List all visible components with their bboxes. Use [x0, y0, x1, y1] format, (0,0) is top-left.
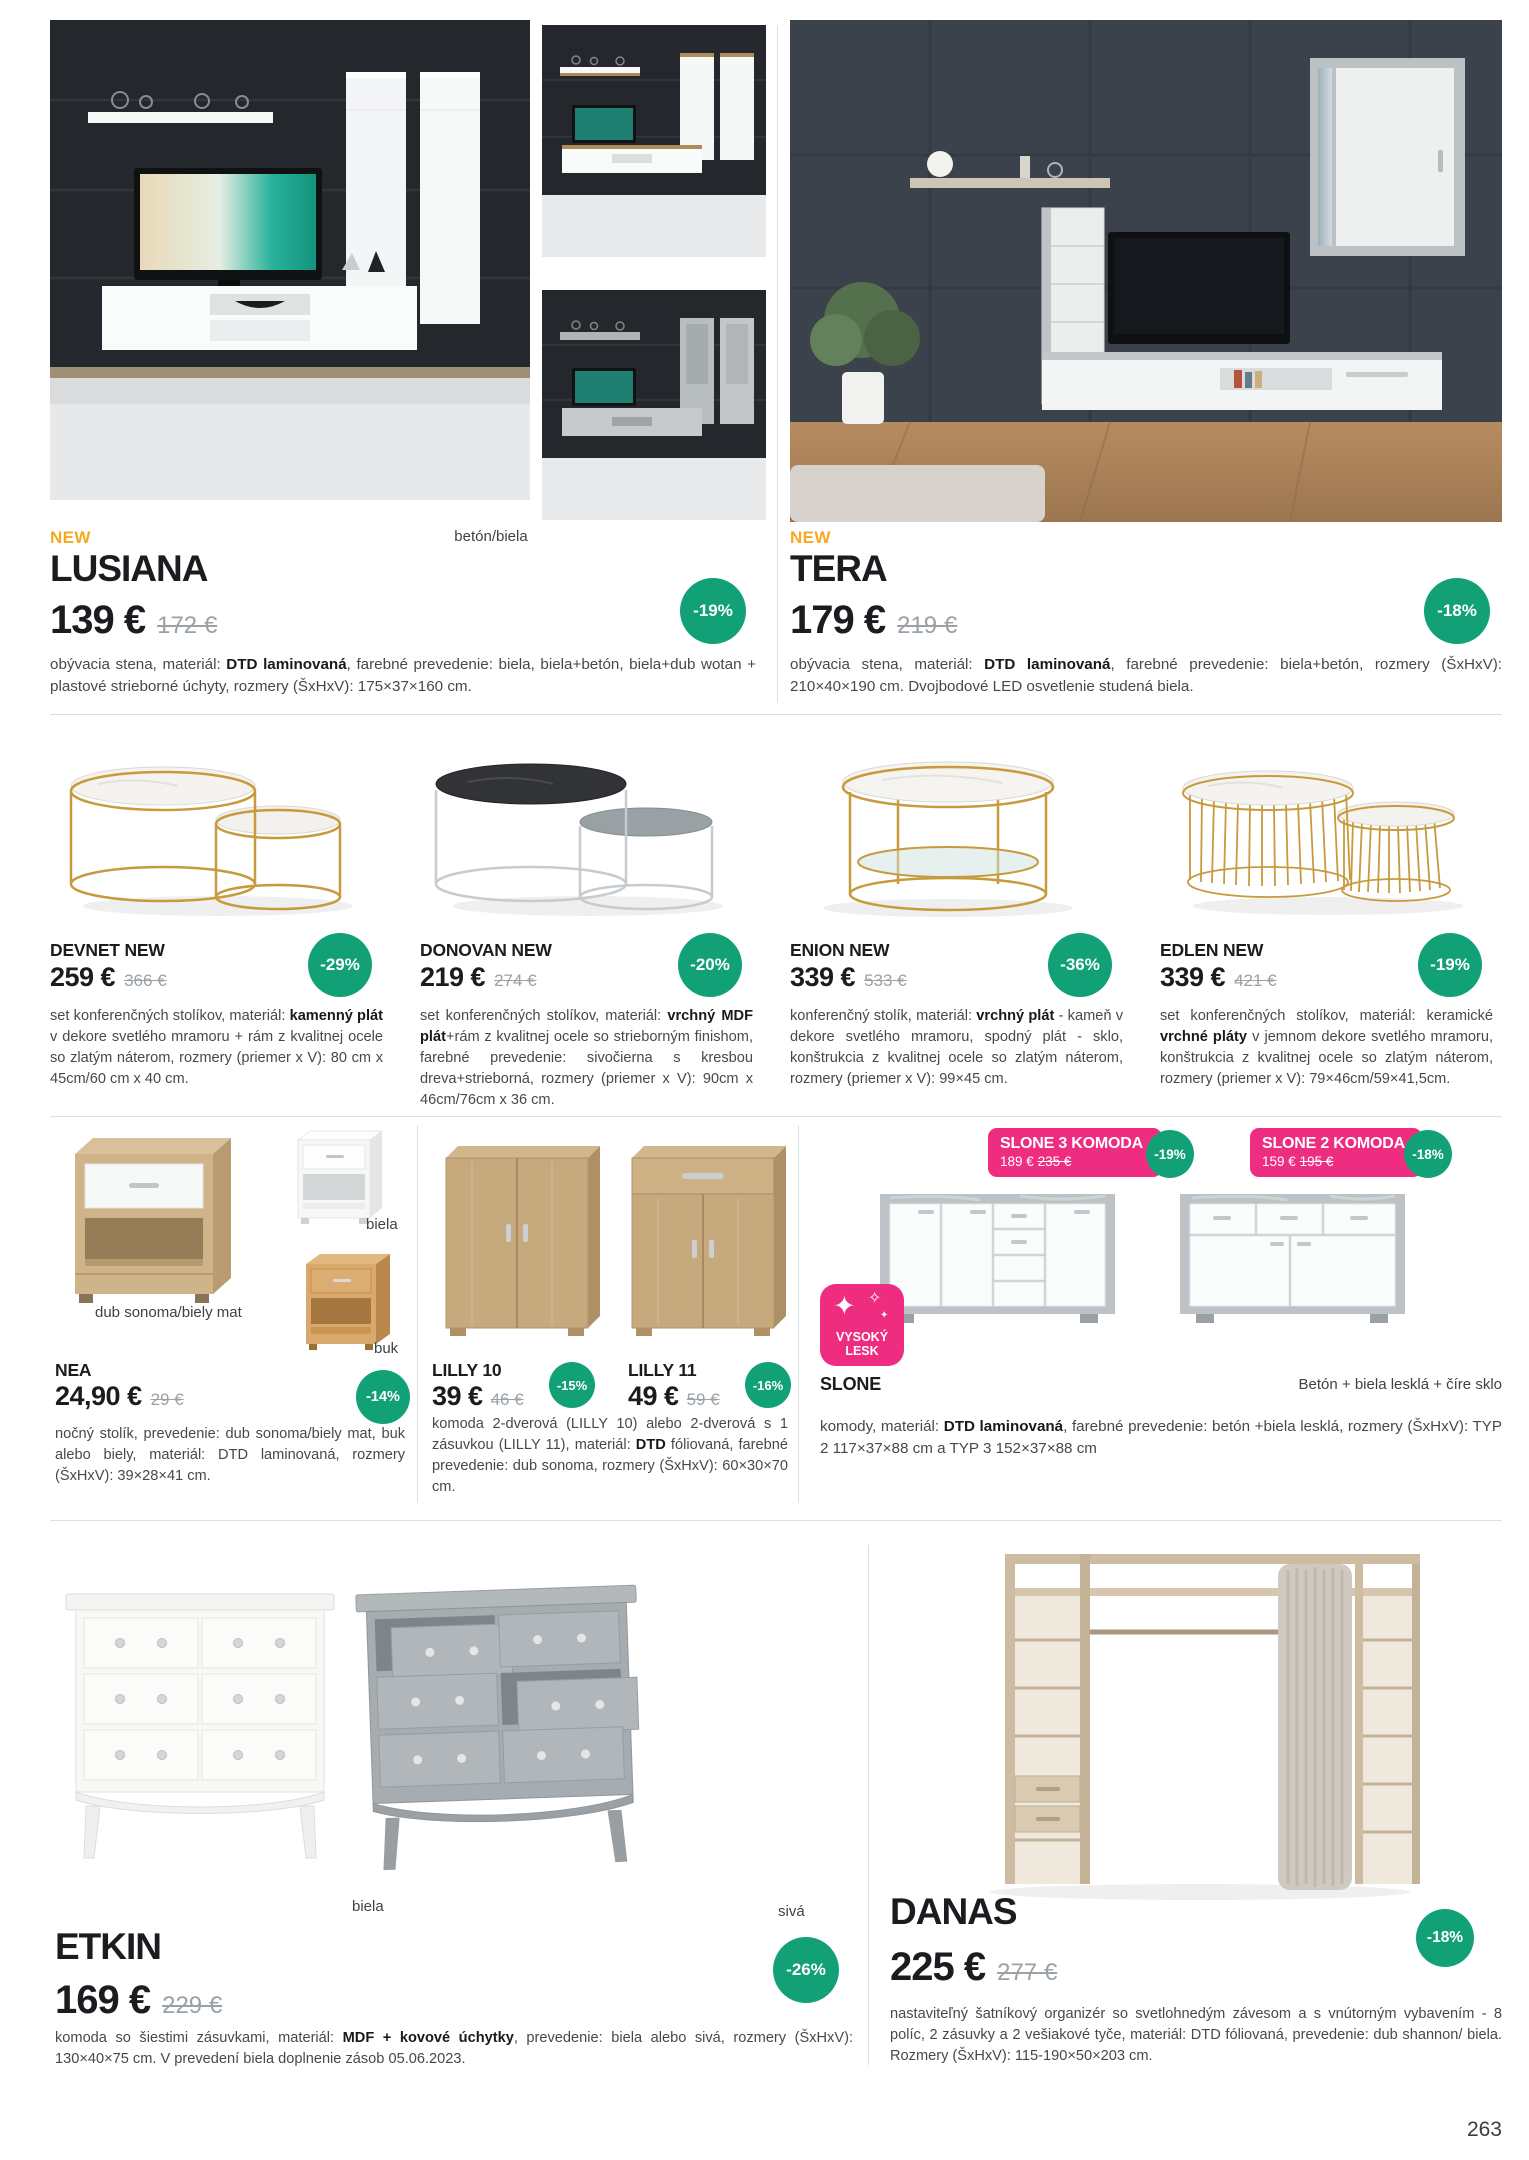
slone2-price: 159 € — [1262, 1154, 1296, 1169]
lusiana-old-price: 172 € — [157, 612, 218, 639]
edlen-old-price: 421 € — [1234, 971, 1277, 990]
description-text: obývacia stena, materiál: — [50, 656, 227, 673]
lilly10-price-row — [432, 1381, 524, 1412]
nea-price: 24,90 € — [55, 1381, 142, 1411]
etkin-discount-badge: -26% — [773, 1937, 839, 2003]
etkin-description — [55, 2028, 853, 2070]
nea-discount-badge: -14% — [356, 1370, 410, 1424]
nea-description: nočný stolík, prevedenie: dub sonoma/biely mat, buk alebo biely, materiál: DTD laminovaná, rozmery (ŠxHxV): 39×28×41 cm. — [55, 1426, 405, 1484]
tera-description — [790, 654, 1502, 698]
devnet-price-row — [50, 962, 167, 993]
horizontal-divider — [50, 1116, 1502, 1117]
description-text: set konferenčných stolíkov, materiál: — [420, 1008, 668, 1024]
slone3-old-price: 235 € — [1037, 1154, 1072, 1169]
description-text: +rám z kvalitnej ocele so strieborným finishom, farebné prevedenie: sivočierna s kresbou dreva+strieborná, rozmery (priemer x V): 90cm x 46cm/76cm x 36 cm. — [420, 1029, 753, 1108]
danas-description: nastaviteľný šatníkový organizér so svetlohnedým závesom a s vnútorným vybavením - 8 políc, 2 zásuvky a 2 vešiakové tyče, materiál: DTD fóliovaná, prevedenie: dub shannon/ biela. Rozmery (ŠxHxV): 115-190×50×203 cm. — [890, 2006, 1502, 2064]
edlen-description — [1160, 1006, 1493, 1090]
description-text: komody, materiál: — [820, 1418, 944, 1435]
slone2-old-price: 195 € — [1299, 1154, 1334, 1169]
tera-new-tag: NEW — [790, 528, 831, 547]
lusiana-new-tag: NEW — [50, 528, 91, 547]
slone-description — [820, 1416, 1502, 1460]
lusiana-variant-label: betón/biela — [454, 528, 528, 545]
description-text: v jemnom dekore svetlého mramoru, konštrukcia z kvalitnej ocele so zlatým náterom, rozmery (priemer x V): 79×46cm/59×41,5cm. — [1160, 1029, 1493, 1087]
lusiana-price: 139 € — [50, 598, 146, 642]
slone2-discount-badge: -18% — [1404, 1130, 1452, 1178]
devnet-price: 259 € — [50, 962, 116, 992]
enion-product-image — [798, 733, 1098, 925]
etkin-variant-white-label: biela — [352, 1898, 384, 1915]
vertical-divider — [417, 1125, 418, 1503]
description-bold: DTD — [635, 1437, 666, 1453]
lusiana-product-name: LUSIANA — [50, 548, 208, 589]
vertical-divider — [868, 1545, 869, 2065]
nea-variant-beech-label: buk — [374, 1340, 399, 1357]
slone-finish-label: Betón + biela lesklá + číre sklo — [1298, 1376, 1502, 1393]
description-bold: kamenný plát — [289, 1008, 383, 1024]
donovan-old-price: 274 € — [494, 971, 537, 990]
lusiana-main-image — [50, 20, 530, 500]
description-text: set konferenčných stolíkov, materiál: — [50, 1008, 290, 1024]
lilly10-product-image — [432, 1128, 610, 1340]
lilly10-old-price: 46 € — [490, 1390, 524, 1409]
lusiana-variant-concrete-image — [542, 290, 766, 520]
etkin-price: 169 € — [55, 1978, 151, 2022]
slone2-promo-price — [1262, 1154, 1410, 1169]
description-text: set konferenčných stolíkov, materiál: keramické — [1160, 1008, 1493, 1024]
description-text: - kameň v dekore svetlého mramoru, spodný plát - sklo, konštrukcia z kvalitnej ocele so zlatým náterom, rozmery (priemer x V): 99×45 cm. — [790, 1008, 1124, 1087]
tera-price: 179 € — [790, 598, 886, 642]
enion-description — [790, 1006, 1123, 1090]
nea-variant-white-label: biela — [366, 1216, 398, 1233]
edlen-product-image — [1168, 733, 1468, 925]
nea-old-price: 29 € — [150, 1390, 184, 1409]
lilly10-price: 39 € — [432, 1381, 483, 1411]
lilly11-product-image — [618, 1128, 796, 1340]
devnet-description — [50, 1006, 383, 1090]
tera-price-row — [790, 598, 957, 643]
slone2-product-image — [1180, 1188, 1405, 1330]
nea-variant-beech-image — [298, 1248, 400, 1354]
donovan-price: 219 € — [420, 962, 486, 992]
etkin-price-row — [55, 1978, 222, 2023]
enion-price-row — [790, 962, 907, 993]
etkin-variant-grey-label: sivá — [778, 1903, 805, 1920]
lusiana-discount-badge: -19% — [680, 578, 746, 644]
etkin-grey-image — [350, 1552, 650, 1874]
description-text: obývacia stena, materiál: — [790, 656, 985, 673]
page-number: 263 — [1466, 2118, 1502, 2141]
slone3-discount-badge: -19% — [1146, 1130, 1194, 1178]
donovan-discount-badge: -20% — [678, 933, 742, 997]
nea-product-name: NEA — [55, 1360, 92, 1380]
enion-discount-badge: -36% — [1048, 933, 1112, 997]
slone3-promo-title: SLONE 3 KOMODA — [1000, 1135, 1143, 1152]
description-bold: vrchný MDF plát — [420, 1008, 753, 1045]
nea-variant-main-label: dub sonoma/biely mat — [95, 1304, 242, 1321]
description-text: fóliovaná, farebné prevedenie: dub sonoma, rozmery (ŠxHxV): 60×30×70 cm. — [432, 1437, 788, 1495]
nea-price-row — [55, 1381, 184, 1412]
tera-main-image — [790, 20, 1502, 522]
description-text: , farebné prevedenie: biela+betón, rozmery (ŠxHxV): 210×40×190 cm. Dvojbodové LED osvetlenie studená biela. — [790, 656, 1503, 695]
slone2-promo-title: SLONE 2 KOMODA — [1262, 1135, 1405, 1152]
slone3-promo-price — [1000, 1154, 1150, 1169]
danas-price: 225 € — [890, 1945, 986, 1989]
vysoky-lesk-badge — [820, 1284, 904, 1366]
lusiana-description — [50, 654, 756, 698]
donovan-product-name: DONOVAN NEW — [420, 940, 552, 960]
slone3-price: 189 € — [1000, 1154, 1034, 1169]
description-bold: vrchné pláty — [1160, 1029, 1247, 1045]
edlen-price: 339 € — [1160, 962, 1226, 992]
edlen-product-name: EDLEN NEW — [1160, 940, 1264, 960]
slone2-promo-badge — [1250, 1128, 1422, 1177]
slone3-product-image — [880, 1188, 1115, 1330]
devnet-old-price: 366 € — [124, 971, 167, 990]
description-bold: DTD laminovaná — [226, 656, 347, 673]
slone-product-name: SLONE — [820, 1374, 882, 1394]
vertical-divider — [798, 1125, 799, 1503]
nea-variant-white-image — [288, 1126, 396, 1228]
etkin-product-name: ETKIN — [55, 1926, 161, 1967]
danas-product-image — [950, 1540, 1430, 1905]
description-bold: DTD laminovaná — [943, 1418, 1064, 1435]
lilly11-price: 49 € — [628, 1381, 679, 1411]
donovan-product-image — [428, 733, 728, 925]
lilly10-product-name: LILLY 10 — [432, 1360, 502, 1380]
vysoky-lesk-label: VYSOKÝ LESK — [835, 1330, 889, 1358]
tera-product-name: TERA — [790, 548, 887, 589]
devnet-product-image — [58, 733, 358, 925]
lusiana-price-row — [50, 598, 217, 643]
danas-discount-badge: -18% — [1416, 1909, 1474, 1967]
enion-old-price: 533 € — [864, 971, 907, 990]
etkin-old-price: 229 € — [162, 1992, 223, 2019]
description-text: , farebné prevedenie: biela, biela+betón, biela+dub wotan + plastové strieborné úchyty, rozmery (ŠxHxV): 175×37×160 cm. — [50, 656, 756, 695]
horizontal-divider — [50, 714, 1502, 715]
horizontal-divider — [50, 1520, 1502, 1521]
enion-price: 339 € — [790, 962, 856, 992]
description-text: komoda so šiestimi zásuvkami, materiál: — [55, 2030, 343, 2046]
donovan-price-row — [420, 962, 537, 993]
edlen-discount-badge: -19% — [1418, 933, 1482, 997]
sparkles-icon: ✦ — [833, 1291, 856, 1321]
enion-product-name: ENION NEW — [790, 940, 890, 960]
sparkle-small-icon: ✦ — [880, 1310, 889, 1321]
description-text: komoda 2-dverová (LILLY 10) alebo 2-dverová s 1 zásuvkou (LILLY 11), materiál: — [432, 1416, 788, 1453]
description-bold: MDF + kovové úchytky — [342, 2030, 514, 2046]
lilly11-old-price: 59 € — [686, 1390, 720, 1409]
description-bold: vrchný plát — [976, 1008, 1055, 1024]
etkin-white-image — [60, 1560, 340, 1865]
danas-price-row — [890, 1945, 1057, 1990]
vertical-divider — [777, 25, 778, 703]
tera-old-price: 219 € — [897, 612, 958, 639]
lusiana-variant-white-wood-image — [542, 25, 766, 257]
devnet-discount-badge: -29% — [308, 933, 372, 997]
description-text: konferenčný stolík, materiál: — [790, 1008, 977, 1024]
sparkle-outline-icon: ✧ — [868, 1290, 882, 1307]
devnet-product-name: DEVNET NEW — [50, 940, 165, 960]
description-bold: DTD laminovaná — [984, 656, 1111, 673]
lilly11-price-row — [628, 1381, 720, 1412]
lilly11-discount-badge: -16% — [745, 1362, 791, 1408]
danas-product-name: DANAS — [890, 1891, 1017, 1932]
nea-main-image — [55, 1128, 250, 1313]
edlen-price-row — [1160, 962, 1277, 993]
description-text: v dekore svetlého mramoru + rám z kvalitnej ocele so zlatým náterom, rozmery (priemer x V): 80 cm x 45cm/60 cm x 40 cm. — [50, 1029, 383, 1087]
description-text: , farebné prevedenie: betón +biela lesklá, rozmery (ŠxHxV): TYP 2 117×37×88 cm a TYP 3 152×37×88 cm — [820, 1418, 1502, 1457]
tera-discount-badge: -18% — [1424, 578, 1490, 644]
danas-old-price: 277 € — [997, 1959, 1058, 1986]
lilly-description — [432, 1414, 788, 1498]
lilly10-discount-badge: -15% — [549, 1362, 595, 1408]
donovan-description — [420, 1006, 753, 1111]
lilly11-product-name: LILLY 11 — [628, 1360, 697, 1380]
slone3-promo-badge — [988, 1128, 1162, 1177]
description-text: , prevedenie: biela alebo sivá, rozmery (ŠxHxV): 130×40×75 cm. V prevedení biela doplnenie zásob 05.06.2023. — [55, 2030, 854, 2067]
